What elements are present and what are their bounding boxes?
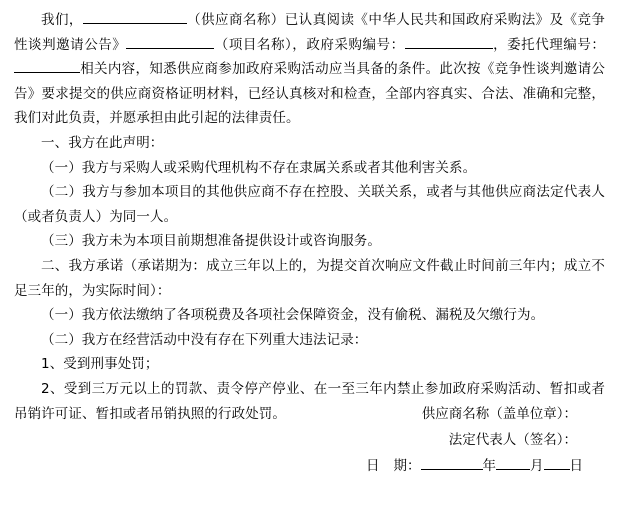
- paragraph-commitment-1: （一）我方依法缴纳了各项税费及各项社会保障资金，没有偷税、漏税及欠缴行为。: [41, 307, 545, 324]
- date-line: [14, 453, 605, 479]
- signature-block: [14, 401, 605, 479]
- paragraph-declaration-heading: 一、我方在此声明：: [41, 134, 164, 151]
- opening-text-4: ，委托代理编号：: [492, 36, 605, 53]
- paragraph-item-2: 2、受到三万元以上的罚款、责令停产停业、在一至三年内禁止参加政府采购活动、暂扣或者吊销许可证、暂扣或者吊销执照的行政处罚。: [14, 380, 605, 422]
- paragraph-commitment-heading: 二、我方承诺（承诺期为：成立三年以上的，为提交首次响应文件截止时间前三年内；成立不足三年的，为实际时间）：: [14, 257, 605, 299]
- paragraph-declaration-2: （二）我方与参加本项目的其他供应商不存在控股、关联关系，或者与其他供应商法定代表人（或者负责人）为同一人。: [14, 184, 605, 225]
- blank-procurement-number[interactable]: [405, 48, 493, 49]
- date-label-day: 日: [366, 458, 394, 474]
- blank-day[interactable]: [544, 469, 570, 470]
- blank-month[interactable]: [496, 469, 530, 470]
- supplier-name-line: 供应商名称（盖单位章）：: [421, 406, 577, 422]
- blank-year[interactable]: [421, 469, 483, 470]
- opening-text-1: 我们，: [41, 12, 83, 28]
- paragraph-item-1: 1、受到刑事处罚；: [41, 356, 159, 373]
- blank-project-name[interactable]: [126, 48, 214, 49]
- blank-agent-number[interactable]: [14, 72, 80, 73]
- blank-supplier-name[interactable]: [83, 23, 187, 24]
- opening-text-3: （项目名称），政府采购编号：: [214, 36, 405, 53]
- opening-text-2: （供应商名称）已认真阅读《中华人民共和国政府采购法》及《竞争性谈判邀请公告》: [14, 12, 605, 53]
- date-label-period: 期：: [393, 458, 421, 474]
- year-label: 年: [482, 458, 496, 474]
- paragraph-commitment-2: （二）我方在经营活动中没有存在下列重大违法记录：: [41, 331, 368, 348]
- paragraph-declaration-1: （一）我方与采购人或采购代理机构不存在隶属关系或者其他利害关系。: [41, 159, 477, 176]
- legal-representative-line: 法定代表人（签名）：: [448, 432, 577, 448]
- opening-text-5: 相关内容，知悉供应商参加政府采购活动应当具备的条件。此次按《竞争性谈判邀请公告》要求提交的供应商资格证明材料，已经认真核对和检查，全部内容真实、合法、准确和完整，我们对此负责，并愿承担由此引起的法律责任。: [14, 61, 605, 127]
- paragraph-declaration-3: （三）我方未为本项目前期想准备提供设计或咨询服务。: [41, 233, 381, 250]
- day-label: 日: [569, 458, 583, 474]
- month-label: 月: [530, 458, 544, 474]
- paragraph-opening: [14, 8, 605, 131]
